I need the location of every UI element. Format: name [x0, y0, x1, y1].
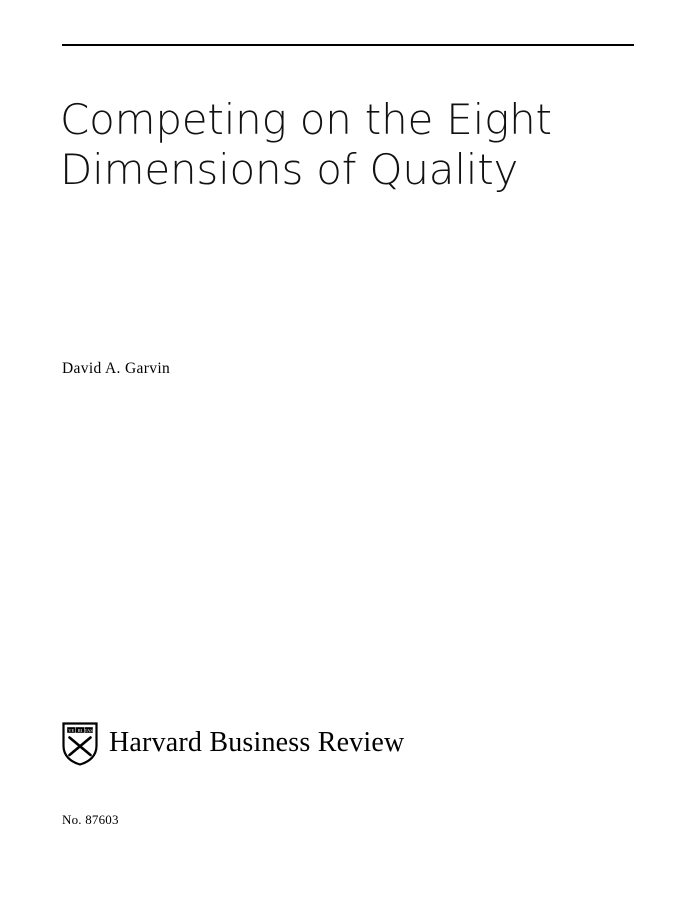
page-title [60, 95, 630, 194]
author-name: David A. Garvin [62, 360, 171, 377]
svg-text:VE: VE [68, 727, 75, 733]
reprint-number: No. 87603 [62, 812, 119, 827]
svg-text:TAS: TAS [84, 727, 93, 733]
page-title-line-2: Dimensions of Quality [60, 144, 519, 194]
header-rule [62, 44, 634, 46]
page-title-line-1: Competing on the Eight [60, 95, 552, 144]
publisher-brand [62, 722, 404, 766]
svg-text:RI: RI [77, 727, 83, 733]
harvard-shield-icon [62, 722, 98, 766]
publisher-name: Harvard Business Review [109, 727, 405, 758]
